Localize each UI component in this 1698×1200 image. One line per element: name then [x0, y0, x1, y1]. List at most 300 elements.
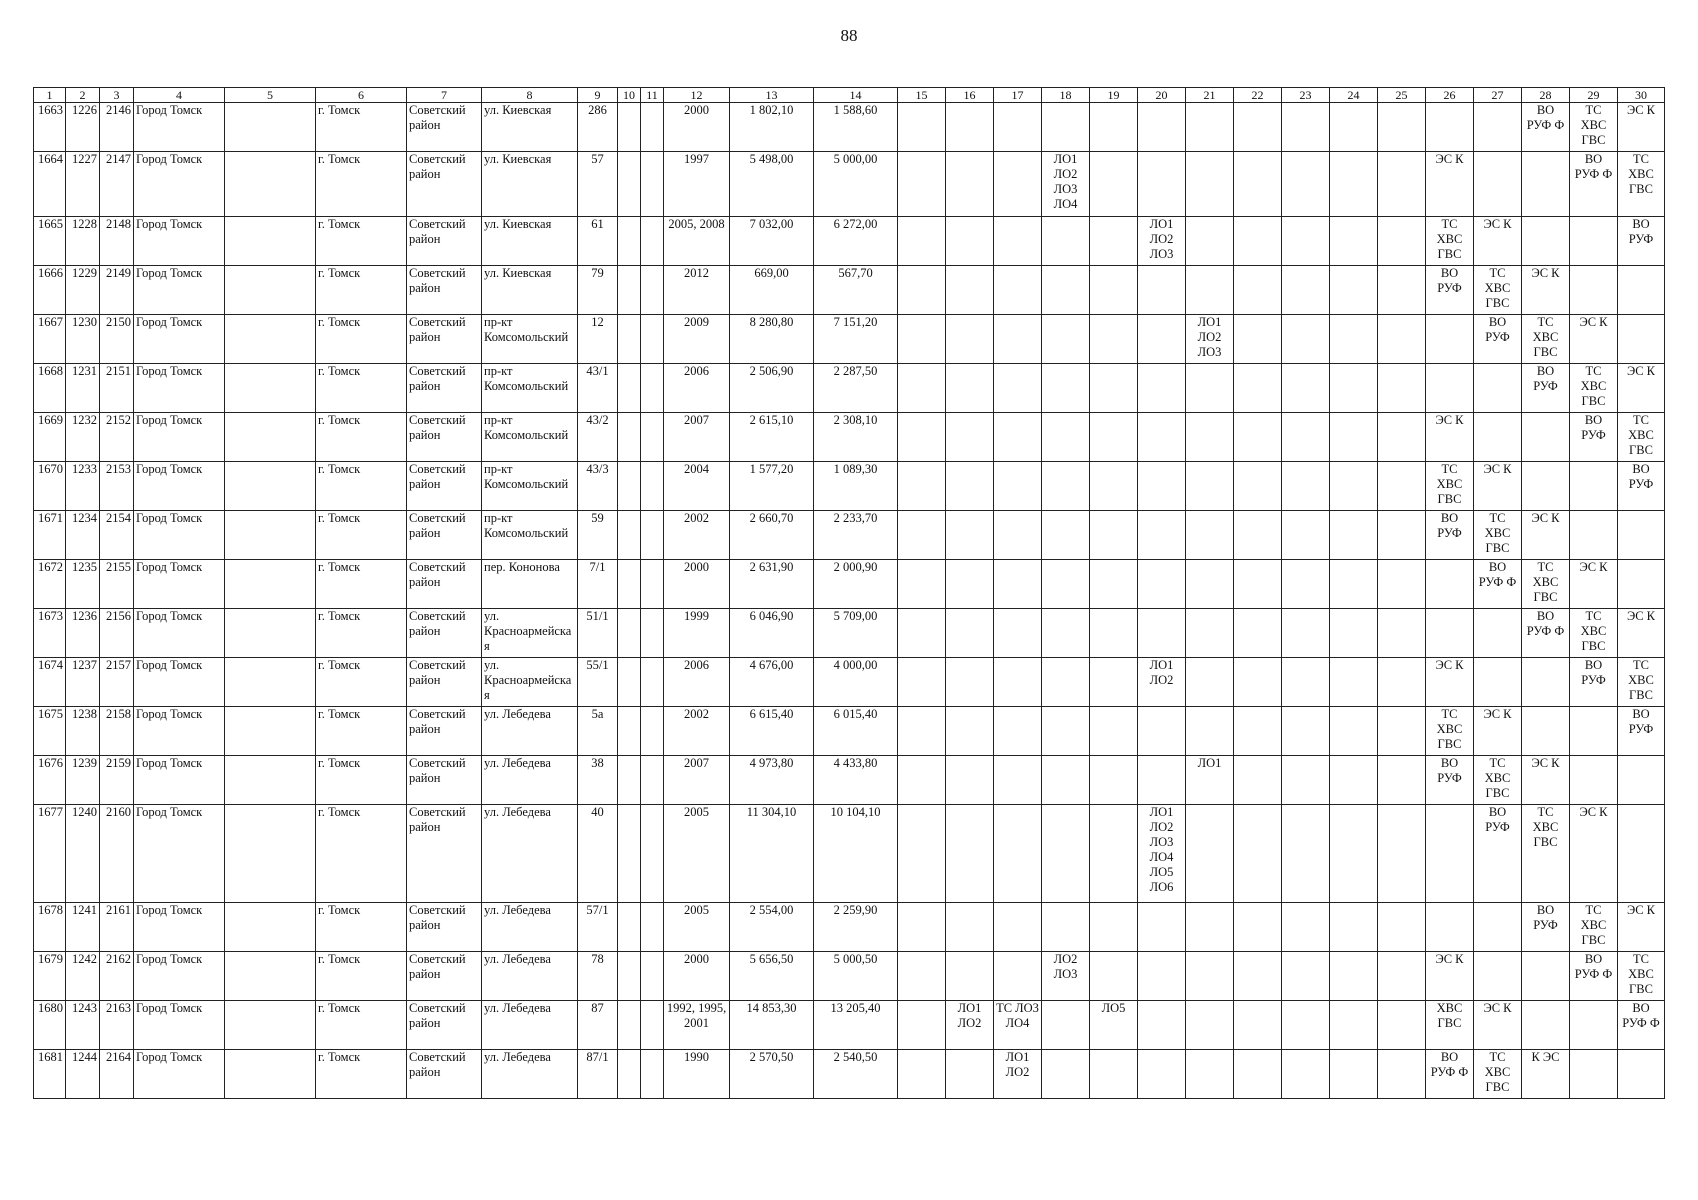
table-cell — [946, 658, 994, 707]
table-cell: 79 — [578, 266, 618, 315]
table-cell — [1186, 1050, 1234, 1099]
table-cell: г. Томск — [316, 1050, 407, 1099]
table-cell — [994, 805, 1042, 903]
table-cell — [641, 903, 664, 952]
table-cell — [1474, 413, 1522, 462]
table-cell: 2 660,70 — [730, 511, 814, 560]
table-row — [34, 805, 1665, 903]
table-cell: 11 304,10 — [730, 805, 814, 903]
table-cell: Город Томск — [134, 511, 225, 560]
column-header: 14 — [814, 88, 898, 103]
table-cell: г. Томск — [316, 560, 407, 609]
table-cell — [1042, 364, 1090, 413]
table-cell — [1090, 511, 1138, 560]
table-cell — [1090, 315, 1138, 364]
table-cell: ЛО1 ЛО2 — [1138, 658, 1186, 707]
table-cell — [1330, 805, 1378, 903]
table-cell — [1378, 462, 1426, 511]
table-cell — [1282, 217, 1330, 266]
table-cell — [898, 658, 946, 707]
table-cell: Советский район — [407, 217, 482, 266]
table-cell — [1330, 364, 1378, 413]
table-cell: К ЭС — [1522, 1050, 1570, 1099]
table-cell: ул. Лебедева — [482, 952, 578, 1001]
table-cell: ул. Лебедева — [482, 707, 578, 756]
table-cell — [1282, 707, 1330, 756]
table-cell: Советский район — [407, 1001, 482, 1050]
table-cell: 2 287,50 — [814, 364, 898, 413]
table-cell — [946, 266, 994, 315]
table-cell — [1522, 462, 1570, 511]
table-cell — [1090, 756, 1138, 805]
table-cell: 14 853,30 — [730, 1001, 814, 1050]
table-cell: г. Томск — [316, 609, 407, 658]
table-cell: 1229 — [66, 266, 100, 315]
table-cell — [618, 756, 641, 805]
table-cell — [898, 707, 946, 756]
column-header: 2 — [66, 88, 100, 103]
table-row — [34, 903, 1665, 952]
table-cell — [1090, 1050, 1138, 1099]
table-cell — [994, 152, 1042, 217]
table-cell — [1138, 707, 1186, 756]
table-cell: Советский район — [407, 511, 482, 560]
table-cell: г. Томск — [316, 152, 407, 217]
table-cell: 59 — [578, 511, 618, 560]
table-cell — [1330, 1001, 1378, 1050]
table-cell — [1330, 1050, 1378, 1099]
table-cell — [1282, 364, 1330, 413]
table-cell — [994, 658, 1042, 707]
table-cell: 1990 — [664, 1050, 730, 1099]
table-cell: ЭС К — [1522, 266, 1570, 315]
table-cell: 2 554,00 — [730, 903, 814, 952]
table-cell: ВО РУФ — [1570, 658, 1618, 707]
table-cell — [1426, 364, 1474, 413]
table-cell: Город Томск — [134, 805, 225, 903]
table-cell — [1234, 511, 1282, 560]
table-cell: 5 656,50 — [730, 952, 814, 1001]
table-cell: 1678 — [34, 903, 66, 952]
table-cell — [1378, 103, 1426, 152]
table-body — [34, 88, 1665, 1099]
table-cell — [1522, 952, 1570, 1001]
column-header: 28 — [1522, 88, 1570, 103]
table-cell — [994, 560, 1042, 609]
table-cell — [641, 462, 664, 511]
table-cell: 43/1 — [578, 364, 618, 413]
table-cell: Советский район — [407, 1050, 482, 1099]
table-cell — [898, 952, 946, 1001]
table-cell: ВО РУФ Ф — [1618, 1001, 1665, 1050]
table-cell: 1237 — [66, 658, 100, 707]
table-cell: ТС ХВС ГВС — [1474, 1050, 1522, 1099]
table-cell — [1234, 217, 1282, 266]
table-cell — [898, 103, 946, 152]
table-cell: Город Томск — [134, 462, 225, 511]
table-cell — [1138, 1001, 1186, 1050]
table-cell — [618, 103, 641, 152]
table-cell: ВО РУФ Ф — [1570, 952, 1618, 1001]
table-cell: 1234 — [66, 511, 100, 560]
table-cell: 2150 — [100, 315, 134, 364]
table-cell — [1090, 266, 1138, 315]
table-cell — [946, 315, 994, 364]
table-cell: 1226 — [66, 103, 100, 152]
table-cell — [1138, 364, 1186, 413]
table-cell — [1618, 805, 1665, 903]
table-cell — [641, 266, 664, 315]
table-cell — [1570, 707, 1618, 756]
table-cell: 2007 — [664, 413, 730, 462]
table-cell: 2 540,50 — [814, 1050, 898, 1099]
table-cell: ул. Киевская — [482, 266, 578, 315]
table-cell — [618, 903, 641, 952]
table-cell: 5 498,00 — [730, 152, 814, 217]
table-cell — [946, 462, 994, 511]
table-cell — [1234, 805, 1282, 903]
table-cell — [618, 152, 641, 217]
table-cell: Город Томск — [134, 217, 225, 266]
column-header: 20 — [1138, 88, 1186, 103]
table-cell: Советский район — [407, 756, 482, 805]
column-header: 25 — [1378, 88, 1426, 103]
table-cell — [225, 1001, 316, 1050]
table-cell: 2146 — [100, 103, 134, 152]
table-cell — [1570, 1050, 1618, 1099]
table-cell: 43/3 — [578, 462, 618, 511]
table-cell: ТС ХВС ГВС — [1522, 315, 1570, 364]
table-cell: ул. Лебедева — [482, 903, 578, 952]
table-cell: 6 015,40 — [814, 707, 898, 756]
table-cell — [641, 658, 664, 707]
column-header: 7 — [407, 88, 482, 103]
table-cell — [946, 103, 994, 152]
table-cell: Советский район — [407, 364, 482, 413]
table-cell: 669,00 — [730, 266, 814, 315]
table-cell: ЭС К — [1570, 315, 1618, 364]
table-cell: ул. Лебедева — [482, 1050, 578, 1099]
table-row — [34, 560, 1665, 609]
table-cell — [946, 217, 994, 266]
table-cell — [225, 315, 316, 364]
table-cell: ЭС К — [1426, 952, 1474, 1001]
table-cell: Город Томск — [134, 315, 225, 364]
table-cell: ул. Киевская — [482, 217, 578, 266]
table-cell — [618, 364, 641, 413]
table-cell — [1090, 707, 1138, 756]
table-cell: 1664 — [34, 152, 66, 217]
table-cell — [1042, 903, 1090, 952]
table-cell: ТС ХВС ГВС — [1570, 364, 1618, 413]
table-cell — [1234, 152, 1282, 217]
table-cell — [1138, 756, 1186, 805]
table-cell — [994, 707, 1042, 756]
table-cell: 2157 — [100, 658, 134, 707]
table-cell — [946, 805, 994, 903]
table-cell: 2002 — [664, 707, 730, 756]
table-cell: 38 — [578, 756, 618, 805]
table-cell: Город Томск — [134, 707, 225, 756]
table-cell — [1138, 560, 1186, 609]
table-cell — [898, 903, 946, 952]
table-cell — [1378, 903, 1426, 952]
table-cell — [1330, 952, 1378, 1001]
table-cell: 2158 — [100, 707, 134, 756]
table-cell — [994, 217, 1042, 266]
table-cell — [1042, 609, 1090, 658]
table-cell — [1378, 1001, 1426, 1050]
table-cell: 2007 — [664, 756, 730, 805]
table-cell: 1243 — [66, 1001, 100, 1050]
table-cell: ТС ХВС ГВС — [1522, 805, 1570, 903]
column-header: 18 — [1042, 88, 1090, 103]
table-cell: 6 272,00 — [814, 217, 898, 266]
table-cell: 1241 — [66, 903, 100, 952]
table-cell: ВО РУФ — [1618, 462, 1665, 511]
table-cell: 1233 — [66, 462, 100, 511]
table-cell: 6 046,90 — [730, 609, 814, 658]
table-cell: ЛО1 ЛО2 ЛО3 — [1186, 315, 1234, 364]
table-row — [34, 756, 1665, 805]
table-cell — [1138, 152, 1186, 217]
table-cell: ВО РУФ — [1474, 805, 1522, 903]
table-cell: Город Томск — [134, 413, 225, 462]
table-cell: 55/1 — [578, 658, 618, 707]
table-cell — [1234, 1001, 1282, 1050]
table-cell: 7/1 — [578, 560, 618, 609]
table-cell: Советский район — [407, 152, 482, 217]
table-cell: Советский район — [407, 266, 482, 315]
column-header: 6 — [316, 88, 407, 103]
table-cell — [225, 756, 316, 805]
table-cell: г. Томск — [316, 1001, 407, 1050]
table-cell — [1282, 952, 1330, 1001]
table-cell — [225, 1050, 316, 1099]
table-cell: 2154 — [100, 511, 134, 560]
table-cell: 2000 — [664, 103, 730, 152]
table-cell: ул. Лебедева — [482, 805, 578, 903]
table-cell — [994, 756, 1042, 805]
table-cell: Советский район — [407, 560, 482, 609]
table-cell — [1426, 609, 1474, 658]
table-cell — [1378, 266, 1426, 315]
header-row — [34, 88, 1665, 103]
table-cell — [1090, 903, 1138, 952]
column-header: 30 — [1618, 88, 1665, 103]
table-cell — [1234, 952, 1282, 1001]
table-cell — [1474, 152, 1522, 217]
table-cell — [1474, 903, 1522, 952]
table-cell: ЭС К — [1474, 1001, 1522, 1050]
table-cell — [1042, 511, 1090, 560]
table-cell: 1668 — [34, 364, 66, 413]
table-cell: Город Томск — [134, 1001, 225, 1050]
table-cell — [994, 952, 1042, 1001]
table-cell: ХВС ГВС — [1426, 1001, 1474, 1050]
table-cell — [225, 266, 316, 315]
table-cell: 1663 — [34, 103, 66, 152]
table-cell: ВО РУФ Ф — [1474, 560, 1522, 609]
table-cell — [1234, 756, 1282, 805]
table-cell: 1236 — [66, 609, 100, 658]
table-cell — [225, 413, 316, 462]
table-cell: 2012 — [664, 266, 730, 315]
table-cell — [618, 658, 641, 707]
table-cell: ЭС К — [1618, 103, 1665, 152]
table-row — [34, 217, 1665, 266]
table-cell: ВО РУФ Ф — [1522, 609, 1570, 658]
table-cell: 1242 — [66, 952, 100, 1001]
table-cell: 1666 — [34, 266, 66, 315]
table-cell — [641, 609, 664, 658]
table-cell: г. Томск — [316, 364, 407, 413]
table-cell: Город Томск — [134, 266, 225, 315]
table-row — [34, 707, 1665, 756]
table-cell: 1232 — [66, 413, 100, 462]
table-cell: 1 577,20 — [730, 462, 814, 511]
table-cell: ВО РУФ — [1426, 756, 1474, 805]
table-cell: 1676 — [34, 756, 66, 805]
table-cell: г. Томск — [316, 658, 407, 707]
table-cell — [1474, 658, 1522, 707]
column-header: 4 — [134, 88, 225, 103]
table-cell: Город Томск — [134, 609, 225, 658]
table-cell — [618, 707, 641, 756]
table-cell — [1042, 658, 1090, 707]
table-cell — [1426, 103, 1474, 152]
table-row — [34, 413, 1665, 462]
table-row — [34, 511, 1665, 560]
table-cell: 13 205,40 — [814, 1001, 898, 1050]
table-cell — [1522, 413, 1570, 462]
table-cell — [1378, 658, 1426, 707]
table-cell — [946, 756, 994, 805]
table-row — [34, 315, 1665, 364]
table-cell: 2 000,90 — [814, 560, 898, 609]
table-cell: ВО РУФ Ф — [1570, 152, 1618, 217]
table-cell — [1186, 658, 1234, 707]
table-cell: 1665 — [34, 217, 66, 266]
table-cell: пер. Кононова — [482, 560, 578, 609]
table-cell: ВО РУФ — [1618, 217, 1665, 266]
table-cell — [1138, 462, 1186, 511]
table-cell — [641, 413, 664, 462]
table-cell — [1186, 560, 1234, 609]
table-cell: 1238 — [66, 707, 100, 756]
table-cell — [225, 511, 316, 560]
column-header: 22 — [1234, 88, 1282, 103]
column-header: 3 — [100, 88, 134, 103]
table-cell — [641, 756, 664, 805]
table-cell: 2000 — [664, 952, 730, 1001]
table-cell — [898, 413, 946, 462]
table-cell: ЭС К — [1474, 462, 1522, 511]
table-cell: ул. Киевская — [482, 103, 578, 152]
table-row — [34, 266, 1665, 315]
table-cell: г. Томск — [316, 103, 407, 152]
table-cell — [1138, 952, 1186, 1001]
column-header: 12 — [664, 88, 730, 103]
table-cell — [618, 1001, 641, 1050]
column-header: 10 — [618, 88, 641, 103]
table-cell: 2006 — [664, 658, 730, 707]
table-cell — [641, 1050, 664, 1099]
table-cell: ЭС К — [1618, 364, 1665, 413]
table-cell — [946, 413, 994, 462]
table-cell — [618, 560, 641, 609]
table-cell — [1330, 315, 1378, 364]
table-cell: Город Томск — [134, 1050, 225, 1099]
table-cell: ЭС К — [1570, 805, 1618, 903]
column-header: 24 — [1330, 88, 1378, 103]
table-cell — [225, 462, 316, 511]
table-cell — [898, 315, 946, 364]
table-cell — [1234, 413, 1282, 462]
table-cell: 1680 — [34, 1001, 66, 1050]
table-cell: 1670 — [34, 462, 66, 511]
table-cell: 1679 — [34, 952, 66, 1001]
table-cell — [618, 315, 641, 364]
table-cell: 1999 — [664, 609, 730, 658]
table-cell — [1138, 413, 1186, 462]
table-cell: 2162 — [100, 952, 134, 1001]
table-cell: 7 151,20 — [814, 315, 898, 364]
table-cell: ЭС К — [1522, 511, 1570, 560]
table-cell: ТС ХВС ГВС — [1570, 103, 1618, 152]
table-cell — [1282, 805, 1330, 903]
table-row — [34, 609, 1665, 658]
table-cell — [1570, 462, 1618, 511]
table-row — [34, 103, 1665, 152]
table-cell: Советский район — [407, 413, 482, 462]
table-cell — [898, 1050, 946, 1099]
table-cell: 5 000,00 — [814, 152, 898, 217]
table-cell — [1282, 103, 1330, 152]
table-cell — [1234, 315, 1282, 364]
table-cell — [641, 152, 664, 217]
table-cell — [1570, 511, 1618, 560]
table-cell: ТС ХВС ГВС — [1618, 413, 1665, 462]
table-cell — [1090, 560, 1138, 609]
table-cell: ТС ХВС ГВС — [1474, 756, 1522, 805]
table-cell: 2 570,50 — [730, 1050, 814, 1099]
table-cell: Советский район — [407, 805, 482, 903]
table-cell — [1522, 152, 1570, 217]
table-cell — [225, 805, 316, 903]
column-header: 8 — [482, 88, 578, 103]
table-cell — [1138, 511, 1186, 560]
table-cell — [1042, 413, 1090, 462]
table-cell — [618, 805, 641, 903]
table-cell — [1138, 315, 1186, 364]
table-cell — [1522, 707, 1570, 756]
table-cell — [1330, 511, 1378, 560]
table-cell — [1378, 364, 1426, 413]
table-cell — [1090, 413, 1138, 462]
table-cell: ЛО1 ЛО2 ЛО3 ЛО4 — [1042, 152, 1090, 217]
table-cell — [946, 903, 994, 952]
table-cell: г. Томск — [316, 511, 407, 560]
column-header: 9 — [578, 88, 618, 103]
table-cell — [225, 952, 316, 1001]
table-cell — [225, 217, 316, 266]
table-cell: Город Томск — [134, 756, 225, 805]
table-cell — [1234, 707, 1282, 756]
table-cell — [1282, 609, 1330, 658]
table-cell — [1090, 462, 1138, 511]
table-cell — [641, 952, 664, 1001]
